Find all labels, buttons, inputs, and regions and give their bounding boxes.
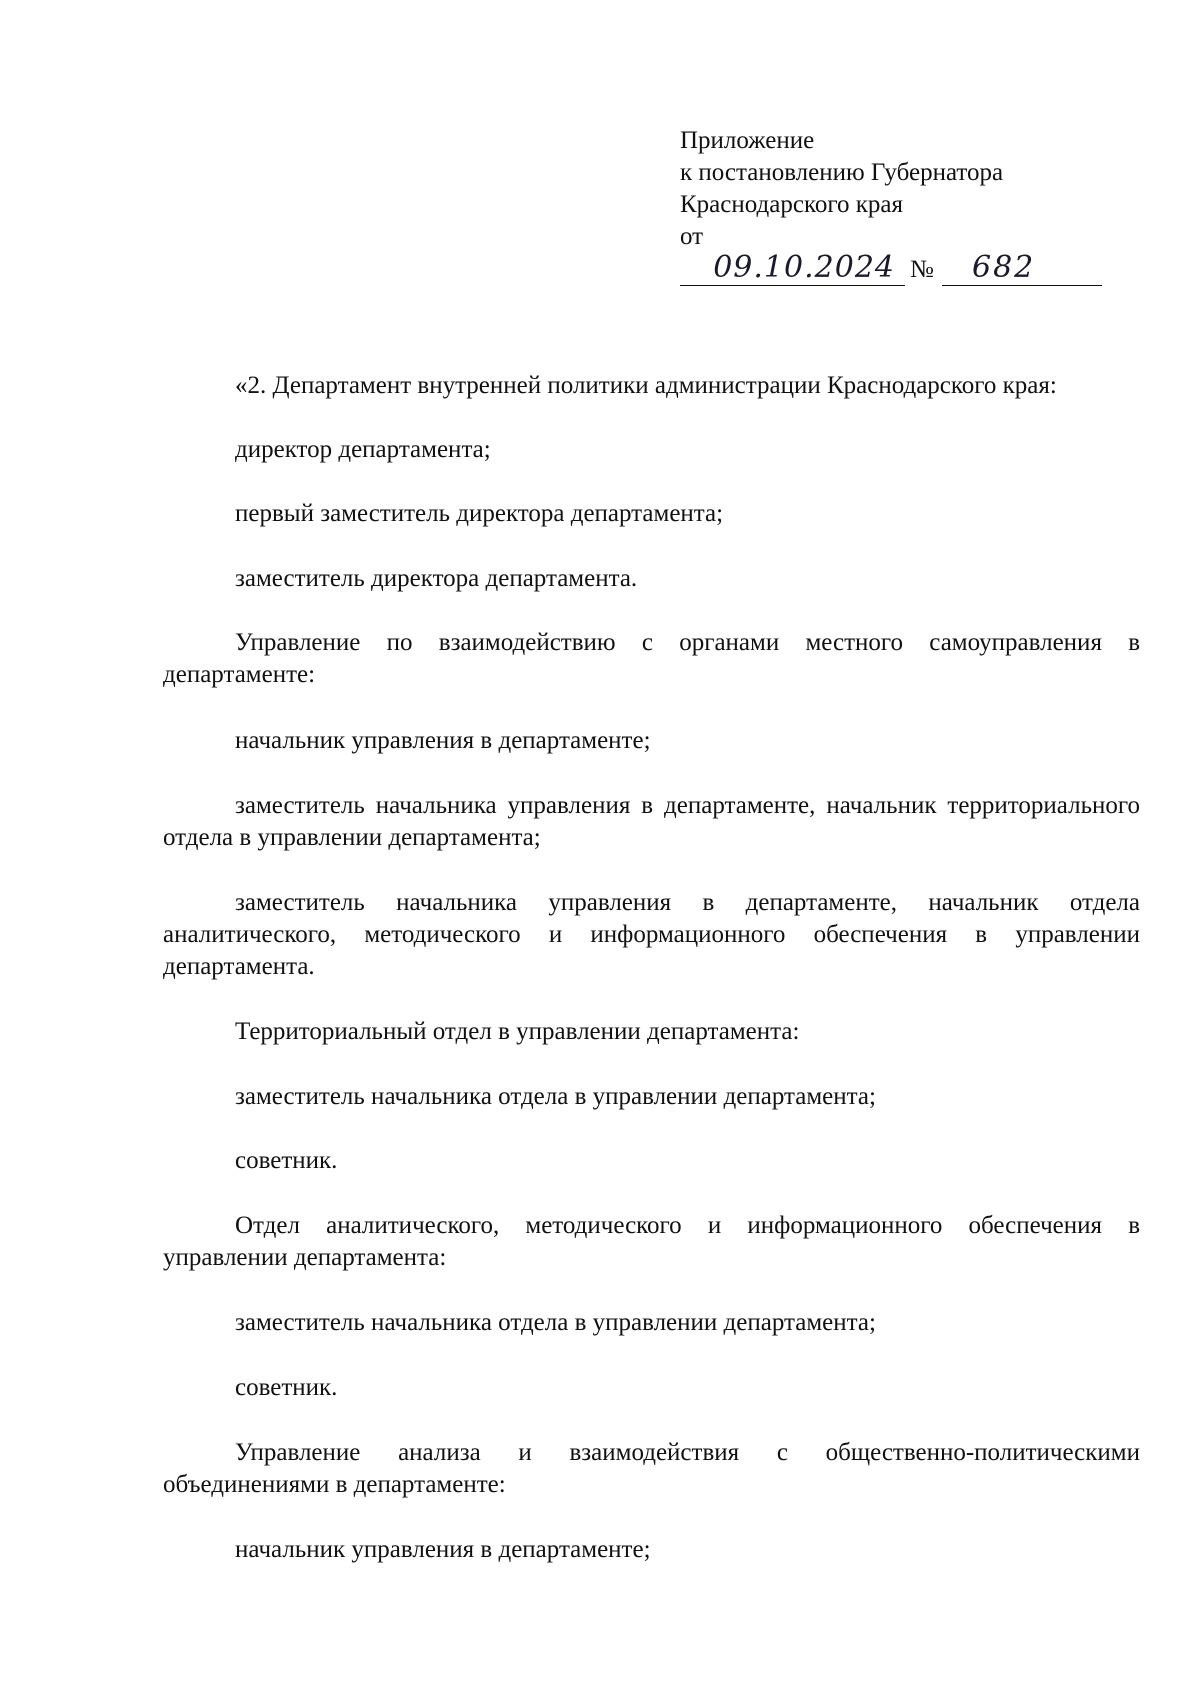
position-item: заместитель начальника отдела в управлении департамента; xyxy=(235,1309,876,1336)
position-item: первый заместитель директора департамента; xyxy=(235,500,724,527)
decree-reference: к постановлению Губернатора xyxy=(680,159,1004,186)
handwritten-date: 09.10.2024 xyxy=(680,250,905,286)
date-prefix: от xyxy=(680,223,704,250)
section-heading: Управление по взаимодействию с органами местного самоуправления в департаменте: xyxy=(163,629,1140,688)
section-heading: Управление анализа и взаимодействия с общественно-политическими объединениями в департаменте: xyxy=(163,1439,1140,1498)
position-item: заместитель директора департамента. xyxy=(235,565,638,592)
decree-date-number xyxy=(680,250,1100,290)
position-item: советник. xyxy=(235,1374,338,1401)
position-item: начальник управления в департаменте; xyxy=(235,727,651,754)
section-heading: Отдел аналитического, методического и информационного обеспечения в управлении департамента: xyxy=(163,1212,1140,1271)
position-item: заместитель начальника отдела в управлении департамента; xyxy=(235,1083,876,1110)
section-heading: Территориальный отдел в управлении департамента: xyxy=(235,1018,800,1045)
appendix-title: Приложение xyxy=(680,127,815,154)
handwritten-number: 682 xyxy=(942,250,1102,286)
region-name: Краснодарского края xyxy=(680,191,903,218)
position-item: директор департамента; xyxy=(235,436,491,463)
department-heading: «2. Департамент внутренней политики администрации Краснодарского края: xyxy=(235,372,1057,399)
appendix-header xyxy=(680,125,1120,253)
position-item: начальник управления в департаменте; xyxy=(235,1536,651,1563)
number-sign: № xyxy=(910,256,934,283)
position-item: заместитель начальника управления в департаменте, начальник территориального отдела в управлении департамента; xyxy=(163,792,1140,851)
position-item: заместитель начальника управления в департаменте, начальник отдела аналитического, методического и информационного обеспечения в управлении департамента. xyxy=(163,889,1140,980)
position-item: советник. xyxy=(235,1147,338,1174)
